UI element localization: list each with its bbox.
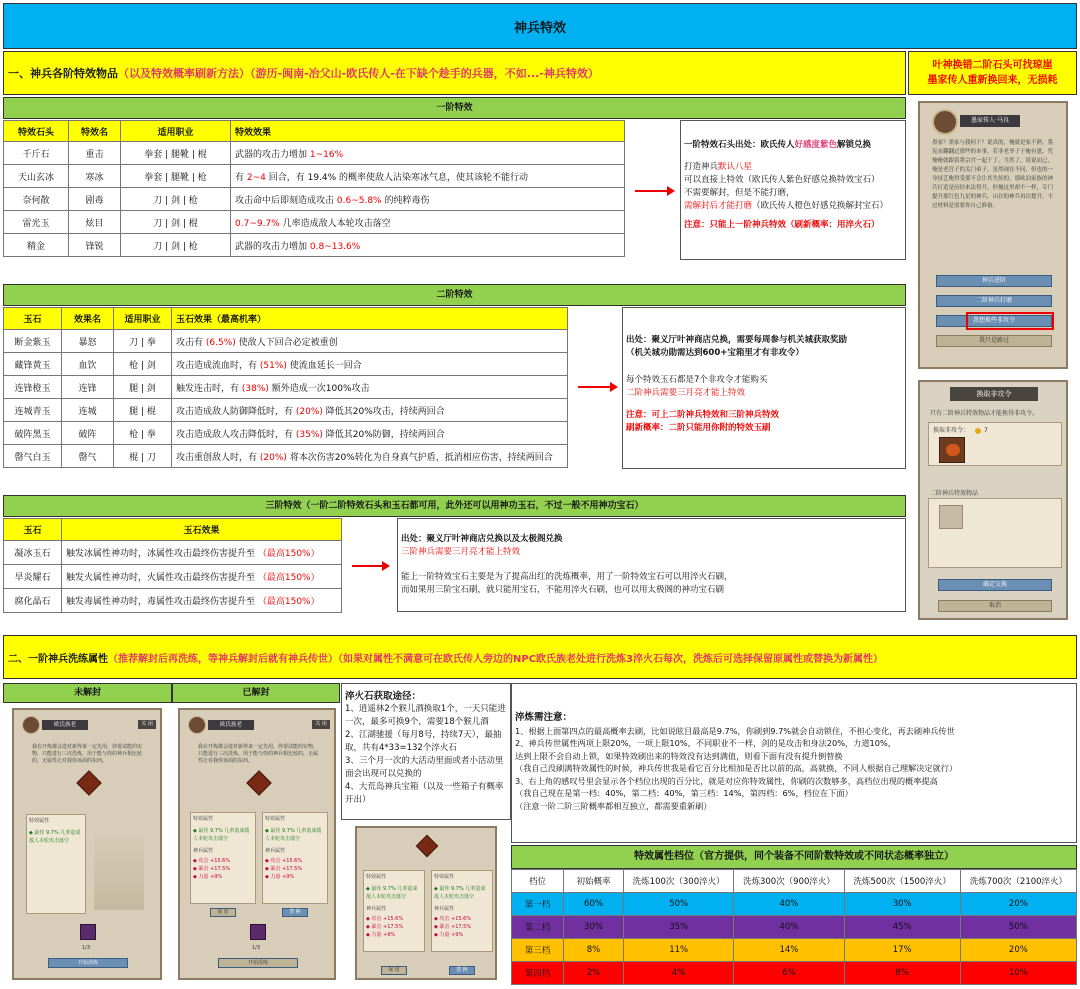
table-row (4, 399, 568, 422)
arrow-icon (578, 386, 616, 388)
section1-subtitle: （以及特效概率刷新方法）（游历-闽南-冶父山-欧氏传人-在下缺个趁手的兵器，不如...-神兵特效） (118, 67, 599, 80)
col-100: 洗炼100次（300淬火） (624, 870, 734, 893)
npc-dialog-screenshot (918, 101, 1068, 369)
empty-slot-icon[interactable] (939, 505, 963, 529)
stone-name: 天山玄冰 (4, 165, 69, 188)
item-list-panel (928, 498, 1062, 568)
effect-name: 破阵 (62, 422, 114, 445)
stone-name: 雷光玉 (4, 211, 69, 234)
tier1-header-label: 一阶特效 (436, 103, 473, 113)
right-note (908, 51, 1077, 95)
effect-desc: 武器的攻击力增加 0.8~13.6% (231, 234, 625, 257)
exchange-label: 换取非攻令： (933, 427, 970, 434)
highlight-box (966, 312, 1054, 330)
tier2-header-label: 二阶特效 (436, 290, 473, 300)
stone-name: 连锋橙玉 (4, 376, 62, 399)
col-stone: 特效石头 (4, 121, 69, 142)
effect-name: 血饮 (62, 353, 114, 376)
list-item: 2、江湖驰援（每月8号，持续7天），最抽取，共有4*33=132个淬火石 (345, 730, 502, 753)
table-row (4, 188, 625, 211)
stone-name: 奈何散 (4, 188, 69, 211)
table-row (4, 353, 568, 376)
list-item: 4、大荒岛神兵宝箱（以及一些箱子有概率开出） (345, 782, 504, 805)
avatar (188, 716, 206, 734)
effect-name: 暴怒 (62, 330, 114, 353)
effect-name: 炫目 (69, 211, 121, 234)
refine-screenshot-sealed (178, 708, 336, 980)
effect-panel-left: 特效属性 ◆ 最佳 9.7% 几率造成敌人本轮攻击落空 神兵属性 ◆ 攻击 +15.6% ◆ 暴击 +17.5% ◆ 力量 +9% (190, 812, 256, 904)
col-effect: 玉石效果（最高机率） (172, 308, 568, 330)
effect-panel-right: 特效属性 ◆ 最佳 9.7% 几率造成敌人本轮攻击落空 神兵属性 ◆ 攻击 +15.6% ◆ 暴击 +17.5% ◆ 力量 +9% (431, 870, 493, 952)
table-row (4, 211, 625, 234)
list-item: 1、逍遥林2个猴儿酒换取1个，一天只能进一次，最多可换9个，需要18个猴儿酒 (345, 704, 506, 727)
effect-desc: 攻击重创敌人时，有 (20%) 将本次伤害20%转化为自身真气护盾，抵消相应伤害，持续两回合 (172, 445, 568, 468)
tier2-header (3, 284, 906, 306)
effect-name: 罄气 (62, 445, 114, 468)
npc-intro: 我在开炼都会选对新得来一定先用，你要试能的实物，只能进行三次洗炼，用于能与你的神兵相比较的，无属性让对我你该面的东西。 (198, 744, 319, 764)
effect-panel: 特效属性 ◆ 最佳 9.7% 几率造成敌人本轮攻击落空 (26, 814, 86, 914)
prob-table (511, 869, 1077, 985)
gem-slot-icon[interactable] (250, 924, 266, 940)
table-row (4, 330, 568, 353)
tier2-table-header (4, 308, 568, 330)
effect-name: 重击 (69, 142, 121, 165)
list-item: （注意一阶二阶三阶概率都相互独立，都需要重新刷） (515, 800, 712, 811)
effect-panel-left: 特效属性 ◆ 最佳 9.7% 几率造成敌人本轮攻击落空 神兵属性 ◆ 攻击 +15.6% ◆ 暴击 +17.5% ◆ 力量 +9% (363, 870, 425, 952)
job: 棍 | 刀 (114, 445, 172, 468)
tier3-header-label: 三阶特效（一阶二阶特效石头和玉石都可用，此外还可以用神功玉石，不过一般不用神功宝石） (265, 501, 644, 511)
stone-name: 精金 (4, 234, 69, 257)
exchange-panel (928, 422, 1062, 466)
close-button[interactable]: 关 闭 (312, 720, 330, 729)
job: 枪 | 剑 (114, 353, 172, 376)
stone-name: 断金紫玉 (4, 330, 62, 353)
effect-name: 锋锐 (69, 234, 121, 257)
effect-desc: 攻击命中后即刻造成攻击 0.6~5.8% 的纯粹毒伤 (231, 188, 625, 211)
table-row: 第三档 8% 11% 14% 17% 20% (512, 939, 1077, 962)
tier3-table-header (4, 519, 342, 541)
stone-name: 凝冰玉石 (4, 541, 62, 565)
npc-dialog-text: 墨家？墨家与我何干？说真的，俺就是家不熟。墨宪奈翻翻过那些的本事，若非老爷子于俺有恩，凭俺俺就跟着墨宗宫一起干了。当然了，说说而已，俺是老宫子的关门弟子，虽然现在不同，但也的一身技艺俺得受那不会让其失传的。那欧冶家族的神兵打造是历经来法得升，但俺这里却不一样，专门提升那红色九星的神兵，山谷的神兵再次提升，不过材料是需要你自己准备。 (932, 140, 1054, 209)
start-refine-button[interactable]: 开始洗练 (48, 958, 128, 968)
table-row (4, 445, 568, 468)
effect-desc: 攻击造成敌人防御降低时，有 (20%) 降低其20%攻击，持续两回合 (172, 399, 568, 422)
replace-button[interactable]: 替 换 (449, 966, 475, 975)
col-tier: 档位 (512, 870, 564, 893)
table-row: 第四档 2% 4% 6% 8% 10% (512, 962, 1077, 985)
table-row (4, 422, 568, 445)
col-name: 效果名 (62, 308, 114, 330)
job: 刀 | 剑 | 枪 (121, 234, 231, 257)
npc-name-plate: 欧氏族老 (208, 720, 254, 730)
stone-name: 破阵黑玉 (4, 422, 62, 445)
section2-title: 二、一阶神兵洗练属性 (8, 653, 108, 665)
table-row (4, 541, 342, 565)
effect-name: 寒冰 (69, 165, 121, 188)
weapon-icon[interactable] (416, 835, 439, 858)
dialog-title: 换取非攻令 (950, 387, 1038, 401)
tier1-table (3, 120, 625, 257)
col-initial: 初始概率 (564, 870, 624, 893)
stone-name: 藏锋黄玉 (4, 353, 62, 376)
xilian-title: 淬炼需注意： (515, 712, 573, 723)
stone-name: 千斤石 (4, 142, 69, 165)
col-300: 洗炼300次（900淬火） (734, 870, 844, 893)
scenery-figure (94, 830, 144, 910)
list-item: 1、根据上面第四点的最高概率去刷，比如说眩目最高是9.7%，你刷到9.7%就会自动锁住，不担心变化，再去刷神兵传世 (515, 725, 955, 736)
effect-desc: 触发毒属性神功时，毒属性攻击最终伤害提升至 （最高150%） (62, 589, 342, 613)
col-stone: 玉石 (4, 519, 62, 541)
col-name: 特效名 (69, 121, 121, 142)
sealed-label: 已解封 (172, 683, 340, 703)
npc-intro: 我在开炼都会选对新得来一定先用，你要试能的实物，只能进行三次洗炼，用于能与你的神兵相比较的，无属性让对我你该面的东西。 (32, 744, 143, 764)
list-item: 2、神兵传世属性两项上限20%，一项上限10%，不同职业不一样，剑的是攻击和身法20%，力道10%， (515, 738, 896, 748)
tier2-note: 出处：聚义厅叶神商店兑换，需要每周参与机关城获取奖励 （机关城功勋需达到600+宝箱里才有非攻令） 每个特效玉石都是7个非攻令才能购买 二阶神兵需要三月亮才能上特效 注意：可上二阶神兵特效和三阶神兵特效 刷新概率：二阶只能用你附的特效玉刷 (622, 307, 906, 469)
page-title: 神兵特效 (513, 20, 566, 36)
upgrade-weapon-button[interactable]: 神兵进阶 (936, 275, 1052, 287)
effect-desc: 攻击有 (6.5%) 使敌人下回合必定被重创 (172, 330, 568, 353)
weapon-icon[interactable] (76, 770, 101, 795)
effect-panel-right: 特效属性 ◆ 最佳 9.7% 几率造成敌人本轮攻击落空 神兵属性 ◆ 攻击 +15.6% ◆ 暴击 +17.5% ◆ 力量 +9% (262, 812, 328, 904)
section2-subtitle: （推荐解封后再洗练，等神兵解封后就有神兵传世）（如果对属性不满意可在欧氏传人旁边的NPC欧氏族老处进行洗炼3淬火石每次，洗炼后可选择保留原属性或替换为新属性） (108, 653, 883, 665)
list-item: 达到上限不会自动上锁，如果特效刷出来的特效没有达到满值，则看下面有没有提升倒替换 (515, 750, 843, 761)
tier3-note: 出处：聚义厅叶神商店兑换以及太极阁兑换 三阶神兵需要三月亮才能上特效 能上一阶特效宝石主要是为了提高出红的洗炼概率，用了一阶特效宝石可以用淬火石刷， 而如果用三阶宝石刷，就只能用宝石，不能用淬火石刷，也可以用太极阁的神功宝石刷 (397, 518, 906, 612)
col-effect: 特效效果 (231, 121, 625, 142)
right-note-line2: 墨家传人重新换回来，无损耗 (927, 75, 1058, 86)
effect-desc: 触发连击时，有 (38%) 额外造成一次100%攻击 (172, 376, 568, 399)
item-list-label: 二阶神兵特效物品 (930, 490, 979, 497)
close-button[interactable]: 关 闭 (138, 720, 156, 729)
keep-button[interactable]: 保 留 (381, 966, 407, 975)
effect-desc: 武器的攻击力增加 1~16% (231, 142, 625, 165)
item-slot-icon[interactable] (939, 437, 965, 463)
prob-table-title: 特效属性档位（官方提供，同个装备不同阶数特效或不同状态概率独立） (511, 845, 1077, 869)
section1-title: 一、神兵各阶特效物品 (8, 67, 118, 80)
list-item: 3、右上角的感叹号里会显示各个档位出现的百分比，就是对应你特效属性，你刷的次数够多，高档位出现的概率提高 (515, 775, 938, 786)
exchange-token-screenshot (918, 380, 1068, 620)
table-row (4, 589, 342, 613)
coin-icon (975, 428, 981, 434)
col-stone: 玉石 (4, 308, 62, 330)
replace-button[interactable]: 替 换 (282, 908, 308, 917)
avatar (22, 716, 40, 734)
effect-desc: 0.7~9.7% 几率造成敌人本轮攻击落空 (231, 211, 625, 234)
job: 刀 | 剑 | 枪 (121, 188, 231, 211)
col-500: 洗炼500次（1500淬火） (844, 870, 960, 893)
refine-result-screenshot (355, 826, 497, 980)
tier3-table (3, 518, 342, 613)
polish-tier2-button[interactable]: 二阶神兵打磨 (936, 295, 1052, 307)
col-job: 适用职业 (121, 121, 231, 142)
weapon-icon[interactable] (246, 770, 271, 795)
unsealed-label: 未解封 (3, 683, 172, 703)
effect-desc: 有 2~4 回合，有 19.4% 的概率使敌人沾染寒冰气息，使其该轮不能行动 (231, 165, 625, 188)
keep-button[interactable]: 保 留 (210, 908, 236, 917)
arrow-icon (352, 565, 388, 567)
effect-desc: 触发冰属性神功时，冰属性攻击最终伤害提升至 （最高150%） (62, 541, 342, 565)
pass-by-button[interactable]: 我只是路过 (936, 335, 1052, 347)
stone-name: 连城青玉 (4, 399, 62, 422)
table-row (4, 142, 625, 165)
list-item: （我自己现在是第一档：40%，第二档：40%，第三档：14%，第四档：6%，档位在下面） (515, 788, 853, 798)
confirm-exchange-button[interactable]: 确定交换 (938, 579, 1052, 591)
job: 枪 | 拳 (114, 422, 172, 445)
prob-table-header (512, 870, 1077, 893)
col-700: 洗炼700次（2100淬火） (960, 870, 1076, 893)
stone-name: 腐化晶石 (4, 589, 62, 613)
table-row (4, 565, 342, 589)
right-note-line1: 叶神换错二阶石头可找琼崖 (932, 60, 1053, 71)
arrow-icon (635, 190, 673, 192)
list-item: （我自己没刷满特效属性的时候，神兵传世我是看它百分比相加是否比以前的高，高就换，不同人根据自己理解决定就行） (515, 763, 958, 773)
xilian-notes (511, 683, 1077, 843)
refine-screenshot-unsealed (12, 708, 162, 980)
effect-desc: 攻击造成敌人攻击降低时，有 (35%) 降低其20%防御，持续两回合 (172, 422, 568, 445)
table-row: 第一档 60% 50% 40% 30% 20% (512, 893, 1077, 916)
table-row (4, 165, 625, 188)
avatar (932, 109, 958, 135)
job: 拳套 | 腿靴 | 枪 (121, 165, 231, 188)
cancel-button[interactable]: 取消 (938, 600, 1052, 612)
section1-header (3, 51, 906, 95)
tier3-header (3, 495, 906, 517)
job: 刀 | 拳 (114, 330, 172, 353)
page-title-bar (3, 3, 1077, 49)
start-refine-button[interactable]: 开始洗练 (218, 958, 298, 968)
effect-name: 连锋 (62, 376, 114, 399)
effect-desc: 触发火属性神功时，火属性攻击最终伤害提升至 （最高150%） (62, 565, 342, 589)
section2-header (3, 635, 1077, 679)
table-row (4, 376, 568, 399)
refine-count: 1/3 (252, 945, 261, 951)
tier1-header (3, 97, 906, 119)
cuihuo-title: 淬火石获取途径： (345, 691, 422, 702)
col-effect: 玉石效果 (62, 519, 342, 541)
effect-desc: 攻击造成流血时，有 (51%) 使流血延长一回合 (172, 353, 568, 376)
refine-count: 1/3 (82, 945, 91, 951)
job: 腿 | 剑 (114, 376, 172, 399)
effect-name: 剧毒 (69, 188, 121, 211)
job: 拳套 | 腿靴 | 棍 (121, 142, 231, 165)
stone-name: 罄气白玉 (4, 445, 62, 468)
dialog-subtitle: 只有二阶神兵特效物品才能换得非攻令。 (930, 410, 1039, 417)
col-job: 适用职业 (114, 308, 172, 330)
npc-name-plate: 欧氏族老 (42, 720, 88, 730)
list-item: 3、三个月一次的大活动里面或者小活动里面会出现可以兑换的 (345, 756, 504, 779)
tier1-note: 一阶特效石头出处：欧氏传人好感度紫色解锁兑换 打造神兵默认八星 可以直接上特效（欧氏传人紫色好感兑换特效宝石） 不需要解封，但是不能打磨， 需解封后才能打磨（欧氏传人橙色好感兑换解封宝石） 注意：只能上一阶神兵特效（刷新概率：用淬火石） (680, 120, 906, 260)
table-row (4, 234, 625, 257)
job: 腿 | 棍 (114, 399, 172, 422)
tier1-table-header (4, 121, 625, 142)
tier2-table (3, 307, 568, 468)
exchange-token-button[interactable]: 我想换些非攻令 (936, 315, 1052, 327)
cuihuo-box (341, 683, 511, 820)
effect-name: 连城 (62, 399, 114, 422)
npc-name-plate: 墨家传人·马良 (960, 115, 1020, 127)
table-row: 第二档 30% 35% 40% 45% 50% (512, 916, 1077, 939)
stone-name: 旱炎耀石 (4, 565, 62, 589)
gem-slot-icon[interactable] (80, 924, 96, 940)
exchange-count: 7 (984, 427, 988, 434)
job: 刀 | 剑 | 棍 (121, 211, 231, 234)
